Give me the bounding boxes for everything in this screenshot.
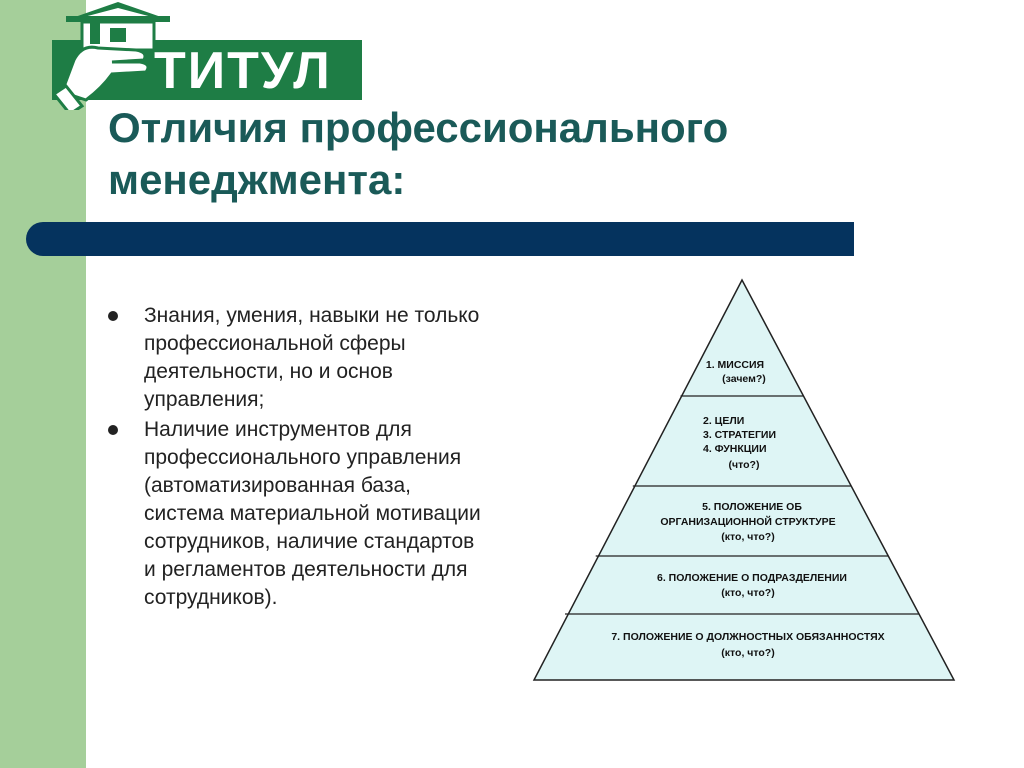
pyramid-level-2-line-2: 3. СТРАТЕГИИ <box>703 429 777 441</box>
pyramid-level-3-line-1: 5. ПОЛОЖЕНИЕ ОБ <box>702 501 802 513</box>
logo-text: ТИТУЛ <box>154 42 332 100</box>
bullet-item-1 <box>108 302 488 414</box>
left-accent-strip <box>0 0 86 768</box>
pyramid-level-1-line-1: 1. МИССИЯ <box>705 359 765 371</box>
pyramid-level-2-line-1: 2. ЦЕЛИ <box>703 415 745 427</box>
management-pyramid <box>530 276 960 686</box>
pyramid-level-4-line-2: (кто, что?) <box>721 587 775 599</box>
pyramid-level-4-line-1: 6. ПОЛОЖЕНИЕ О ПОДРАЗДЕЛЕНИИ <box>657 572 847 584</box>
pyramid-level-5-line-1: 7. ПОЛОЖЕНИЕ О ДОЛЖНОСТНЫХ ОБЯЗАННОСТЯХ <box>611 631 885 643</box>
titul-logo <box>52 0 362 102</box>
bullet-dot-icon <box>108 311 118 321</box>
pyramid-level-3-line-2: ОРГАНИЗАЦИОННОЙ СТРУКТУРЕ <box>660 516 836 528</box>
title-divider-bar <box>26 222 854 256</box>
pyramid-level-2-line-4: (что?) <box>728 459 760 471</box>
bullet-text-2: Наличие инструментов для профессионального управления (автоматизированная база, система материальной мотивации сотрудников, наличие стандартов и регламентов деятельности для сотрудников). <box>144 418 481 609</box>
slide-title: Отличия профессионального менеджмента: <box>108 104 729 203</box>
bullet-text-1: Знания, умения, навыки не только профессиональной сферы деятельности, но и основ управления; <box>144 304 480 411</box>
pyramid-outline <box>534 280 954 680</box>
bullet-dot-icon <box>108 425 118 435</box>
pyramid-level-2-line-3: 4. ФУНКЦИИ <box>703 443 767 455</box>
bullet-list <box>108 302 488 614</box>
pyramid-level-3-line-3: (кто, что?) <box>721 531 775 543</box>
bullet-item-2 <box>108 416 488 612</box>
pyramid-level-1-line-2: (зачем?) <box>722 373 766 385</box>
pyramid-level-5-line-2: (кто, что?) <box>721 647 775 659</box>
